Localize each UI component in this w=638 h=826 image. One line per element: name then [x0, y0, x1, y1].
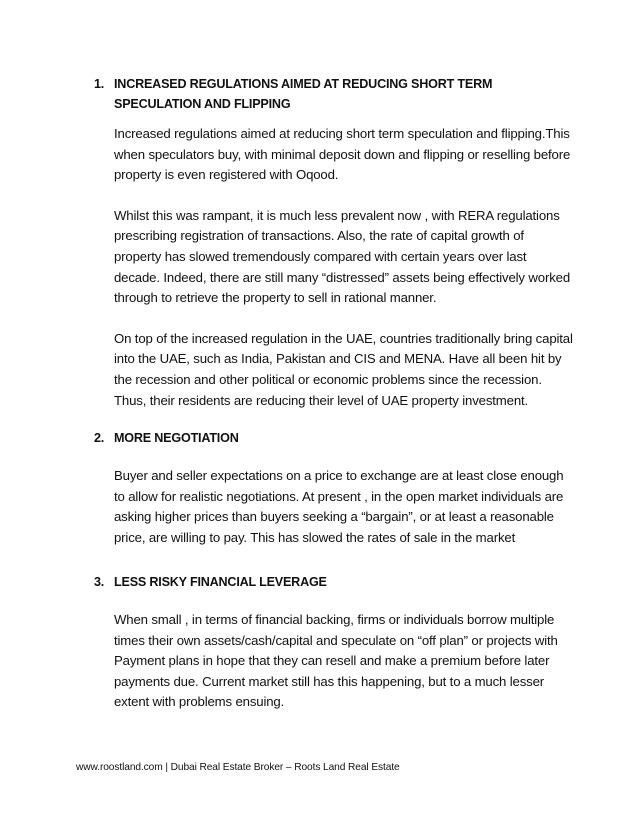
paragraph: Increased regulations aimed at reducing short term speculation and flipping.This when speculators buy, with minimal deposit down and flipping or reselling before property is even registered with Oqood. — [114, 126, 571, 183]
section-body — [114, 124, 574, 411]
section-heading — [94, 428, 574, 448]
section-number: 3. — [94, 575, 105, 589]
page-footer: www.roostland.com | Dubai Real Estate Broker – Roots Land Real Estate — [76, 762, 400, 773]
section-title: INCREASED REGULATIONS AIMED AT REDUCING SHORT TERM SPECULATION AND FLIPPING — [114, 77, 493, 111]
section-title: LESS RISKY FINANCIAL LEVERAGE — [114, 575, 327, 589]
section-number: 1. — [94, 77, 105, 91]
section-number: 2. — [94, 431, 105, 445]
section-increased-regulations — [94, 74, 574, 411]
section-title: MORE NEGOTIATION — [114, 431, 239, 445]
section-heading — [94, 572, 574, 592]
section-less-risky-financial-leverage — [94, 572, 574, 713]
paragraph: On top of the increased regulation in the UAE, countries traditionally bring capital into the UAE, such as India, Pakistan and CIS and MENA. Have all been hit by the recession and other political or economic problems since the recession. Thus, their residents are reducing their level of UAE property investment. — [114, 330, 573, 408]
section-body — [114, 466, 574, 548]
paragraph: Buyer and seller expectations on a price to exchange are at least close enough to allow for realistic negotiations. At present , in the open market individuals are asking higher prices than buyers seeking a “bargain”, or at least a reasonable price, are willing to pay. This has slowed the rates of sale in the market — [114, 468, 564, 545]
section-body — [114, 610, 574, 713]
paragraph: When small , in terms of financial backing, firms or individuals borrow multiple times their own assets/cash/capital and speculate on “off plan” or projects with Payment plans in hope that they can resell and make a premium before later payments due. Current market still has this happening, but to a much lesser extent with problems ensuing. — [114, 612, 558, 710]
section-heading — [94, 74, 574, 114]
section-more-negotiation — [94, 428, 574, 548]
paragraph: Whilst this was rampant, it is much less prevalent now , with RERA regulations prescribing registration of transactions. Also, the rate of capital growth of property has slowed tremendously compared with certain years over last decade. Indeed, there are still many “distressed” assets being effectively worked through to retrieve the property to sell in rational manner. — [114, 207, 571, 306]
